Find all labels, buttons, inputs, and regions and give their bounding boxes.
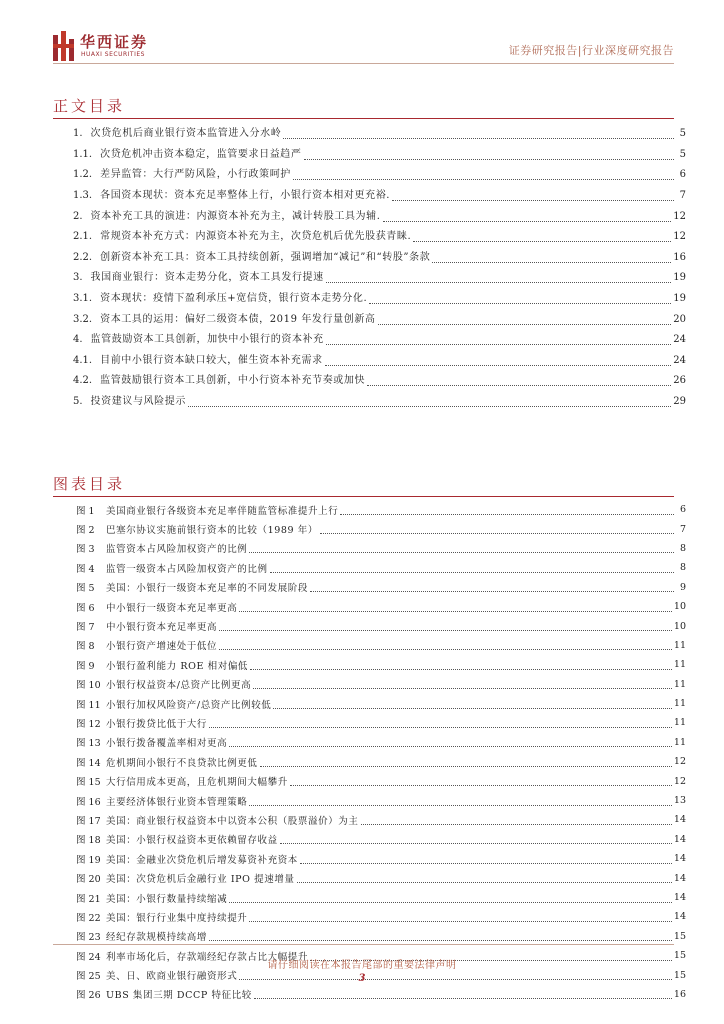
toc-entry-title: 次贷危机冲击资本稳定，监管要求日益趋严 xyxy=(100,148,302,160)
toc-entry-page: 12 xyxy=(673,231,686,243)
figure-entry-number: 图 16 xyxy=(76,796,101,808)
figure-entry-number: 图 13 xyxy=(76,738,101,750)
figure-entry[interactable] xyxy=(76,675,686,694)
figure-entry-title: 小银行加权风险资产/总资产比例较低 xyxy=(106,699,272,711)
figure-entry-number: 图 26 xyxy=(76,990,101,1002)
figure-entry-number: 图 12 xyxy=(76,718,101,730)
figure-entry-title: UBS 集团三期 DCCP 特征比较 xyxy=(106,990,252,1002)
toc-entry-number: 2. xyxy=(73,210,83,222)
figure-entry-number: 图 19 xyxy=(76,854,101,866)
dot-leader xyxy=(392,191,674,201)
figure-entry-page: 9 xyxy=(679,581,686,593)
dot-leader xyxy=(249,543,674,553)
toc-entry-title: 资本现状：疫情下盈利承压+宽信贷，银行资本走势分化. xyxy=(100,293,368,305)
figure-entry-number: 图 5 xyxy=(76,583,95,595)
dot-leader xyxy=(249,796,672,806)
figure-entry-number: 图 9 xyxy=(76,660,95,672)
toc-title-divider xyxy=(53,118,674,119)
figure-entry-number: 图 8 xyxy=(76,641,95,653)
dot-leader xyxy=(188,397,671,407)
dot-leader xyxy=(304,150,675,160)
toc-entry-number: 5. xyxy=(73,396,83,408)
figure-entry[interactable] xyxy=(76,597,686,616)
huaxi-logo-icon xyxy=(53,31,74,61)
figure-entry-title: 大行信用成本更高，且危机期间大幅攀升 xyxy=(106,777,288,789)
toc-entry[interactable] xyxy=(73,371,686,392)
toc-entry-number: 4. xyxy=(73,334,83,346)
toc-entry-title: 资本补充工具的演进：内源资本补充为主，减计转股工具为辅. xyxy=(90,210,381,222)
toc-entry-page: 20 xyxy=(673,313,686,325)
figure-entry-title: 中小银行资本充足率更高 xyxy=(106,622,218,634)
toc-entry-title: 各国资本现状：资本充足率整体上行，小银行资本相对更充裕. xyxy=(100,190,391,202)
figure-entry[interactable] xyxy=(76,868,686,887)
figure-entry-number: 图 1 xyxy=(76,505,95,517)
toc-entry[interactable] xyxy=(73,124,686,145)
dot-leader xyxy=(254,989,672,999)
toc-entry-title: 目前中小银行资本缺口较大，催生资本补充需求 xyxy=(100,354,323,366)
figure-entry-title: 小银行盈利能力 ROE 相对偏低 xyxy=(106,660,249,672)
toc-entry[interactable] xyxy=(73,186,686,207)
figure-entry-title: 小银行资产增速处于低位 xyxy=(106,641,218,653)
figure-entry[interactable] xyxy=(76,771,686,790)
figure-entry-page: 14 xyxy=(673,853,686,865)
toc-entry[interactable] xyxy=(73,145,686,166)
dot-leader xyxy=(260,757,672,767)
figure-entry-title: 监管资本占风险加权资产的比例 xyxy=(106,544,248,556)
figure-entry-page: 15 xyxy=(673,930,686,942)
toc-entry-title: 投资建议与风险提示 xyxy=(90,396,186,408)
figure-entry-page: 11 xyxy=(673,678,686,690)
toc-entry[interactable] xyxy=(73,289,686,310)
figure-entry-number: 图 14 xyxy=(76,757,101,769)
toc-entry-page: 19 xyxy=(673,272,686,284)
page-number: 3 xyxy=(358,973,366,984)
toc-entry[interactable] xyxy=(73,227,686,248)
figure-entry-page: 8 xyxy=(679,542,686,554)
figure-entry-page: 14 xyxy=(673,872,686,884)
toc-entry-number: 4.2. xyxy=(73,375,93,387)
toc-entry-page: 12 xyxy=(673,210,686,222)
figure-entry-title: 小银行拨备覆盖率相对更高 xyxy=(106,738,228,750)
figure-entry-page: 11 xyxy=(673,717,686,729)
toc-entry-title: 常规资本补充方式：内源资本补充为主，次贷危机后优先股获青睐. xyxy=(100,231,412,243)
figure-entry[interactable] xyxy=(76,578,686,597)
figure-entry[interactable] xyxy=(76,558,686,577)
footer-divider xyxy=(53,944,674,945)
dot-leader xyxy=(209,931,672,941)
figure-entry-title: 监管一级资本占风险加权资产的比例 xyxy=(106,563,268,575)
dot-leader xyxy=(383,212,672,222)
figure-entry-title: 美国：金融业次贷危机后增发募资补充资本 xyxy=(106,854,298,866)
figure-entry-page: 11 xyxy=(673,698,686,710)
dot-leader xyxy=(369,294,671,304)
toc-entry-title: 差异监管：大行严防风险，小行政策呵护 xyxy=(100,169,291,181)
figure-entry-title: 危机期间小银行不良贷款比例更低 xyxy=(106,757,258,769)
dot-leader xyxy=(293,170,674,180)
dot-leader xyxy=(361,815,672,825)
figure-entry-title: 经纪存款规模持续高增 xyxy=(106,932,208,944)
figure-entry-number: 图 17 xyxy=(76,815,101,827)
figure-entry-title: 美国：次贷危机后金融行业 IPO 提速增量 xyxy=(106,874,295,886)
figure-entry-page: 16 xyxy=(673,988,686,1000)
dot-leader xyxy=(219,640,672,650)
figure-entry[interactable] xyxy=(76,655,686,674)
dot-leader xyxy=(326,273,672,283)
figure-entry-page: 14 xyxy=(673,892,686,903)
figure-entry[interactable] xyxy=(76,907,686,926)
dot-leader xyxy=(249,912,672,922)
figure-entry-number: 图 4 xyxy=(76,563,95,575)
dot-leader xyxy=(290,776,672,786)
figure-entry-page: 11 xyxy=(673,639,686,651)
figure-entry[interactable] xyxy=(76,830,686,849)
dot-leader xyxy=(432,253,671,263)
figure-entry-title: 美国：银行行业集中度持续提升 xyxy=(106,912,248,924)
toc-entry-page: 26 xyxy=(673,375,686,387)
figure-entry-number: 图 3 xyxy=(76,544,95,556)
toc-entry-number: 3.1. xyxy=(73,293,93,305)
figure-entry-number: 图 11 xyxy=(76,699,101,711)
toc-entry-page: 24 xyxy=(673,334,686,346)
toc-entry-page: 5 xyxy=(679,148,686,160)
legal-disclaimer-note: 请仔细阅读在本报告尾部的重要法律声明 xyxy=(267,960,457,971)
figure-entry[interactable] xyxy=(76,849,686,868)
header-divider xyxy=(53,63,674,64)
figure-entry[interactable] xyxy=(76,616,686,635)
toc-entry-page: 29 xyxy=(673,396,686,408)
logo-english-name: HUAXI SECURITIES xyxy=(81,51,145,58)
figure-entry[interactable] xyxy=(76,694,686,713)
dot-leader xyxy=(250,660,672,670)
toc-entry-title: 我国商业银行：资本走势分化，资本工具发行提速 xyxy=(90,272,324,284)
figure-entry-number: 图 22 xyxy=(76,912,101,924)
toc-entry[interactable] xyxy=(73,165,686,186)
figure-entry-page: 13 xyxy=(673,795,686,807)
figure-entry-title: 美国：商业银行权益资本中以资本公积（股票溢价）为主 xyxy=(106,815,359,827)
figure-entry-number: 图 2 xyxy=(76,525,95,537)
dot-leader xyxy=(229,737,672,747)
toc-entry[interactable] xyxy=(73,309,686,330)
figure-entry-title: 美国：小银行权益资本更依赖留存收益 xyxy=(106,835,278,847)
figure-entry-number: 图 25 xyxy=(76,971,101,983)
figure-entry-title: 主要经济体银行业资本管理策略 xyxy=(106,796,248,808)
toc-entry[interactable] xyxy=(73,330,686,351)
dot-leader xyxy=(367,376,671,386)
figure-entry[interactable] xyxy=(76,733,686,752)
figure-entry-title: 巴塞尔协议实施前银行资本的比较（1989 年） xyxy=(106,525,318,537)
toc-entry-title: 资本工具的运用：偏好二级资本债，2019 年发行量创新高 xyxy=(100,313,376,325)
toc-entry[interactable] xyxy=(73,206,686,227)
toc-entry-page: 19 xyxy=(673,293,686,305)
report-type-label: 证券研究报告|行业深度研究报告 xyxy=(508,44,674,57)
dot-leader xyxy=(297,873,672,883)
figure-entry[interactable] xyxy=(76,791,686,810)
figure-entry[interactable] xyxy=(76,985,686,1004)
figure-entry-page: 11 xyxy=(673,736,686,748)
figure-entry-number: 图 10 xyxy=(76,680,101,692)
figure-entry-number: 图 20 xyxy=(76,874,101,886)
figure-entry[interactable] xyxy=(76,636,686,655)
figure-entry-number: 图 18 xyxy=(76,835,101,847)
dot-leader xyxy=(378,315,672,325)
figure-entry-number: 图 23 xyxy=(76,932,101,944)
figure-entry-page: 11 xyxy=(673,659,686,671)
list-of-figures xyxy=(76,500,686,1004)
toc-entry-number: 1. xyxy=(73,128,83,140)
figure-entry-page: 12 xyxy=(673,756,686,768)
toc-entry-title: 创新资本补充工具：资本工具持续创新，强调增加“减记”和“转股”条款 xyxy=(100,251,431,263)
figure-entry-page: 8 xyxy=(679,562,686,574)
toc-entry-number: 2.1. xyxy=(73,231,93,243)
figures-title: 图表目录 xyxy=(53,475,126,493)
figure-entry-title: 美、日、欧商业银行融资形式 xyxy=(106,971,238,983)
figure-entry[interactable] xyxy=(76,539,686,558)
figure-entry[interactable] xyxy=(76,810,686,829)
toc-entry-title: 监管鼓励银行资本工具创新，中小行资本补充节奏或加快 xyxy=(100,375,366,387)
figure-entry-page: 12 xyxy=(673,775,686,787)
figure-entry[interactable] xyxy=(76,888,686,907)
figure-entry-number: 图 24 xyxy=(76,951,101,963)
figure-entry-number: 图 7 xyxy=(76,622,95,634)
figure-entry-page: 14 xyxy=(673,911,686,923)
dot-leader xyxy=(270,563,674,573)
toc-entry-number: 1.2. xyxy=(73,169,93,181)
toc-entry-title: 次贷危机后商业银行资本监管进入分水岭 xyxy=(90,128,282,140)
figure-entry-page: 14 xyxy=(673,814,686,826)
logo-chinese-name: 华西证券 xyxy=(80,33,149,51)
figure-entry-page: 14 xyxy=(673,833,686,845)
page-header xyxy=(0,0,724,70)
figure-entry[interactable] xyxy=(76,500,686,519)
figure-entry-page: 6 xyxy=(679,504,686,516)
toc-entry[interactable] xyxy=(73,268,686,289)
dot-leader xyxy=(325,356,672,366)
figure-entry-page: 15 xyxy=(673,969,686,981)
toc-entry-page: 16 xyxy=(673,251,686,263)
figure-entry-title: 利率市场化后，存款端经纪存款占比大幅提升 xyxy=(106,951,309,963)
figure-entry-page: 10 xyxy=(673,620,686,632)
figure-entry-page: 15 xyxy=(673,950,686,962)
toc-entry-title: 监管鼓励资本工具创新，加快中小银行的资本补充 xyxy=(90,334,324,346)
figure-entry-title: 美国：小银行一级资本充足率的不同发展阶段 xyxy=(106,583,309,595)
toc-entry-number: 3. xyxy=(73,272,83,284)
figure-entry-number: 图 6 xyxy=(76,602,95,614)
toc-entry-number: 1.1. xyxy=(73,148,93,160)
figure-entry-page: 7 xyxy=(679,523,686,535)
figure-entry-title: 中小银行一级资本充足率更高 xyxy=(106,602,238,614)
toc-entry-page: 6 xyxy=(679,169,686,181)
figure-entry-number: 图 15 xyxy=(76,777,101,789)
figure-entry[interactable] xyxy=(76,752,686,771)
figure-entry-page: 10 xyxy=(673,601,686,613)
dot-leader xyxy=(283,129,674,139)
dot-leader xyxy=(239,602,672,612)
figure-entry[interactable] xyxy=(76,519,686,538)
dot-leader xyxy=(320,524,674,534)
figure-entry-title: 小银行权益资本/总资产比例更高 xyxy=(106,680,252,692)
dot-leader xyxy=(413,232,671,242)
toc-entry-page: 7 xyxy=(679,190,686,202)
figure-entry-title: 美国：小银行数量持续缩减 xyxy=(106,893,228,905)
figure-entry[interactable] xyxy=(76,713,686,732)
figure-entry-title: 美国商业银行各级资本充足率伴随监管标准提升上行 xyxy=(106,505,339,517)
dot-leader xyxy=(229,893,672,903)
dot-leader xyxy=(326,335,672,345)
toc-title: 正文目录 xyxy=(53,97,126,115)
toc-entry-number: 3.2. xyxy=(73,313,93,325)
toc-entry[interactable] xyxy=(73,392,686,413)
toc-entry-page: 5 xyxy=(679,128,686,140)
dot-leader xyxy=(340,505,674,515)
figures-title-divider xyxy=(53,496,674,497)
dot-leader xyxy=(310,582,674,592)
toc-entry[interactable] xyxy=(73,351,686,372)
dot-leader xyxy=(300,854,672,864)
dot-leader xyxy=(209,718,672,728)
toc-entry-number: 2.2. xyxy=(73,251,93,263)
toc-entry-number: 4.1. xyxy=(73,354,93,366)
toc-entry[interactable] xyxy=(73,248,686,269)
dot-leader xyxy=(273,699,672,709)
figure-entry-number: 图 21 xyxy=(76,893,101,905)
toc-entry-page: 24 xyxy=(673,354,686,366)
dot-leader xyxy=(219,621,672,631)
toc-entry-number: 1.3. xyxy=(73,190,93,202)
dot-leader xyxy=(253,679,672,689)
figure-entry-title: 小银行拨贷比低于大行 xyxy=(106,718,208,730)
dot-leader xyxy=(280,834,672,844)
table-of-contents xyxy=(73,124,686,412)
